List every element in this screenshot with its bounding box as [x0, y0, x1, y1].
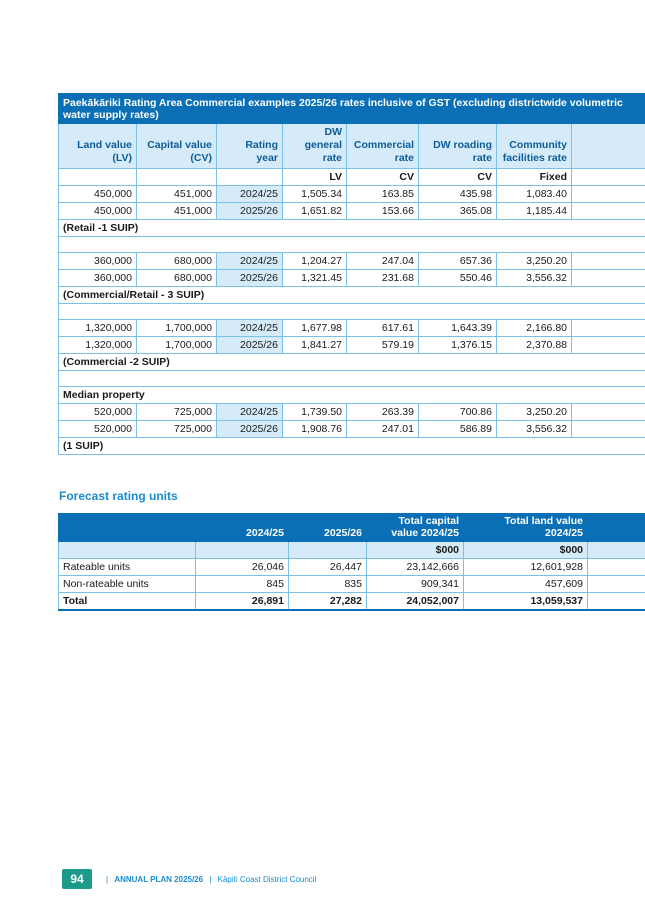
group-footnote: (1 SUIP): [59, 438, 645, 455]
forecast-rating-units-table: [58, 513, 645, 611]
cell: 360,000: [59, 253, 137, 270]
col-header-land-value: Land value (LV): [59, 124, 137, 169]
table-row: [59, 404, 645, 421]
group-footnote: (Retail -1 SUIP): [59, 220, 645, 237]
cell: 1,841.27: [283, 337, 347, 354]
cell: 263.39: [347, 404, 419, 421]
cell: [572, 337, 645, 354]
cell: 231.68: [347, 270, 419, 287]
cell: 2024/25: [217, 320, 283, 337]
cell: 579.19: [347, 337, 419, 354]
table-row: [59, 203, 645, 220]
unit-cell: CV: [419, 169, 497, 186]
cell: 23,142,666: [367, 559, 464, 576]
cell: 3,250.20: [497, 253, 572, 270]
cell: 909,341: [367, 576, 464, 593]
cell: 26,891: [196, 593, 289, 610]
cell: 2,370.88: [497, 337, 572, 354]
unit-cell: CV: [347, 169, 419, 186]
row-label: Rateable units: [59, 559, 196, 576]
cell: 153.66: [347, 203, 419, 220]
group-heading-row: [59, 387, 645, 404]
col-header-extra: [572, 124, 645, 169]
cell: 725,000: [137, 404, 217, 421]
cell: 450,000: [59, 203, 137, 220]
unit-cell: LV: [283, 169, 347, 186]
cell: 2024/25: [217, 253, 283, 270]
group-footnote: (Commercial/Retail - 3 SUIP): [59, 287, 645, 304]
group-heading: Median property: [59, 387, 645, 404]
group-heading: [59, 304, 645, 320]
unit-cell: [588, 542, 645, 559]
group-footnote-row: [59, 220, 645, 237]
total-row: [59, 593, 645, 610]
cell: 365.08: [419, 203, 497, 220]
col-header-capital-value: Capital value (CV): [137, 124, 217, 169]
cell: 520,000: [59, 404, 137, 421]
cell: 617.61: [347, 320, 419, 337]
cell: 457,609: [464, 576, 588, 593]
group-heading-row: [59, 237, 645, 253]
cell: 360,000: [59, 270, 137, 287]
unit-cell: [59, 542, 196, 559]
col-header-2025-26: 2025/26: [289, 514, 367, 542]
cell: 24,052,007: [367, 593, 464, 610]
cell: [588, 559, 645, 576]
unit-cell: $000: [464, 542, 588, 559]
cell: 3,250.20: [497, 404, 572, 421]
unit-cell: [572, 169, 645, 186]
cell: [572, 320, 645, 337]
page-footer: [62, 868, 316, 890]
row-label: Total: [59, 593, 196, 610]
group-footnote-row: [59, 287, 645, 304]
cell: 13,059,537: [464, 593, 588, 610]
unit-cell: $000: [367, 542, 464, 559]
cell: 2,166.80: [497, 320, 572, 337]
col-header-community-facilities-rate: Community facilities rate: [497, 124, 572, 169]
table-row: [59, 320, 645, 337]
cell: [588, 593, 645, 610]
cell: 26,046: [196, 559, 289, 576]
units-row: [59, 169, 645, 186]
col-header-label: [59, 514, 196, 542]
commercial-examples-table: [58, 93, 645, 455]
footer-text: [102, 875, 316, 884]
cell: 451,000: [137, 203, 217, 220]
cell: 1,204.27: [283, 253, 347, 270]
table-row: [59, 186, 645, 203]
cell: 163.85: [347, 186, 419, 203]
table-row: [59, 337, 645, 354]
cell: [572, 270, 645, 287]
cell: [572, 404, 645, 421]
footer-org: Kāpiti Coast District Council: [217, 874, 317, 884]
unit-cell: [196, 542, 289, 559]
cell: 586.89: [419, 421, 497, 438]
table-row: [59, 559, 645, 576]
group-footnote-row: [59, 354, 645, 371]
cell: 450,000: [59, 186, 137, 203]
col-header-total-capital-value: Total capital value 2024/25: [367, 514, 464, 542]
cell: 550.46: [419, 270, 497, 287]
cell: 1,505.34: [283, 186, 347, 203]
unit-cell: [217, 169, 283, 186]
footer-separator: |: [209, 874, 212, 884]
cell: 1,643.39: [419, 320, 497, 337]
cell: 2025/26: [217, 203, 283, 220]
table-row: [59, 270, 645, 287]
group-heading-row: [59, 304, 645, 320]
table-row: [59, 576, 645, 593]
unit-cell: [137, 169, 217, 186]
cell: 1,083.40: [497, 186, 572, 203]
cell: 2025/26: [217, 421, 283, 438]
cell: 1,320,000: [59, 320, 137, 337]
cell: [572, 186, 645, 203]
cell: 725,000: [137, 421, 217, 438]
table-title: Paekākāriki Rating Area Commercial examples 2025/26 rates inclusive of GST (excluding districtwide volumetric water supply rates): [59, 94, 645, 124]
col-header-2024-25: 2024/25: [196, 514, 289, 542]
cell: 247.01: [347, 421, 419, 438]
cell: [588, 576, 645, 593]
cell: 1,376.15: [419, 337, 497, 354]
footer-separator: |: [106, 874, 109, 884]
unit-cell: [289, 542, 367, 559]
table-header-row: [59, 514, 645, 542]
table-row: [59, 421, 645, 438]
unit-cell: [59, 169, 137, 186]
cell: 1,700,000: [137, 337, 217, 354]
table-row: [59, 253, 645, 270]
col-header-extra: [588, 514, 645, 542]
cell: 680,000: [137, 270, 217, 287]
cell: 26,447: [289, 559, 367, 576]
col-header-dw-roading-rate: DW roading rate: [419, 124, 497, 169]
cell: 2024/25: [217, 186, 283, 203]
cell: 845: [196, 576, 289, 593]
col-header-rating-year: Rating year: [217, 124, 283, 169]
group-spacer-row: [59, 371, 645, 387]
cell: 1,320,000: [59, 337, 137, 354]
cell: 1,651.82: [283, 203, 347, 220]
cell: 3,556.32: [497, 270, 572, 287]
cell: 12,601,928: [464, 559, 588, 576]
group-footnote-row: [59, 438, 645, 455]
cell: 1,908.76: [283, 421, 347, 438]
cell: 451,000: [137, 186, 217, 203]
cell: 657.36: [419, 253, 497, 270]
forecast-section-title: Forecast rating units: [59, 489, 178, 503]
cell: 700.86: [419, 404, 497, 421]
cell: 1,185.44: [497, 203, 572, 220]
cell: 27,282: [289, 593, 367, 610]
spacer-cell: [59, 371, 645, 387]
cell: 247.04: [347, 253, 419, 270]
col-header-dw-general-rate: DW general rate: [283, 124, 347, 169]
table-header-row: [59, 124, 645, 169]
cell: 2025/26: [217, 337, 283, 354]
row-label: Non-rateable units: [59, 576, 196, 593]
cell: 3,556.32: [497, 421, 572, 438]
group-footnote: (Commercial -2 SUIP): [59, 354, 645, 371]
cell: 1,739.50: [283, 404, 347, 421]
units-row: [59, 542, 645, 559]
cell: 1,321.45: [283, 270, 347, 287]
cell: 520,000: [59, 421, 137, 438]
cell: 1,677.98: [283, 320, 347, 337]
table-title-row: [59, 94, 645, 124]
cell: [572, 421, 645, 438]
cell: 2025/26: [217, 270, 283, 287]
footer-doc-title: ANNUAL PLAN 2025/26: [114, 874, 204, 884]
page-number: 94: [62, 869, 92, 889]
cell: 435.98: [419, 186, 497, 203]
cell: 835: [289, 576, 367, 593]
col-header-commercial-rate: Commercial rate: [347, 124, 419, 169]
unit-cell: Fixed: [497, 169, 572, 186]
cell: 2024/25: [217, 404, 283, 421]
col-header-total-land-value: Total land value 2024/25: [464, 514, 588, 542]
cell: 680,000: [137, 253, 217, 270]
cell: [572, 253, 645, 270]
cell: 1,700,000: [137, 320, 217, 337]
group-heading: [59, 237, 645, 253]
cell: [572, 203, 645, 220]
